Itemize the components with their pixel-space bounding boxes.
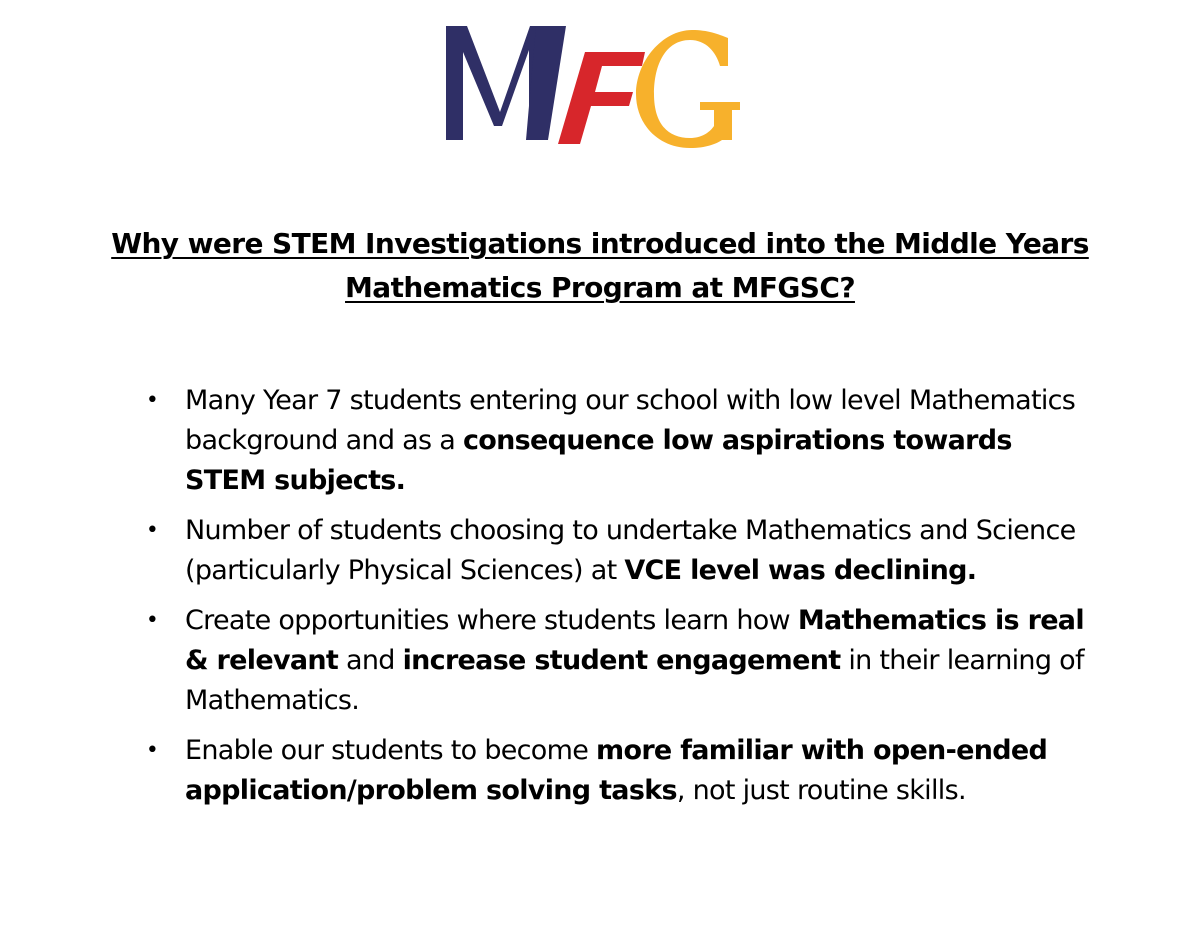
bullet-point	[140, 511, 1100, 591]
bullet-text-bold: VCE level was declining.	[624, 555, 977, 586]
bullet-icon: •	[145, 388, 159, 413]
bullet-text: Number of students choosing to undertake Mathematics and Science (particularly Physical Sciences) at	[185, 515, 1076, 586]
bullet-list	[140, 381, 1100, 821]
bullet-icon: •	[145, 608, 159, 633]
mfg-logo-mark	[440, 16, 750, 152]
bullet-text: Enable our students to become	[185, 735, 597, 766]
bullet-text: and	[338, 645, 403, 676]
mfg-logo	[440, 16, 750, 152]
bullet-text-bold: more familiar with open-ended application/problem solving tasks	[185, 735, 1048, 806]
page-title: Why were STEM Investigations introduced into the Middle Years Mathematics Program at MFGSC?	[111, 227, 1089, 304]
bullet-text-bold: consequence low aspirations towards STEM subjects.	[185, 425, 1012, 496]
bullet-text-bold: Mathematics is real & relevant	[185, 605, 1084, 676]
bullet-icon: •	[145, 518, 159, 543]
bullet-point	[140, 731, 1100, 811]
bullet-text: in their learning of Mathematics.	[185, 645, 1084, 716]
bullet-point	[140, 381, 1100, 501]
bullet-text: Create opportunities where students learn how	[185, 605, 798, 636]
bullet-text: , not just routine skills.	[676, 775, 966, 806]
bullet-text-bold: increase student engagement	[402, 645, 841, 676]
logo-letter-g	[636, 30, 740, 148]
logo-letter-f	[558, 52, 645, 144]
bullet-text: Many Year 7 students entering our school with low level Mathematics background and as a	[185, 385, 1076, 456]
bullet-icon: •	[145, 738, 159, 763]
bullet-point	[140, 601, 1100, 721]
